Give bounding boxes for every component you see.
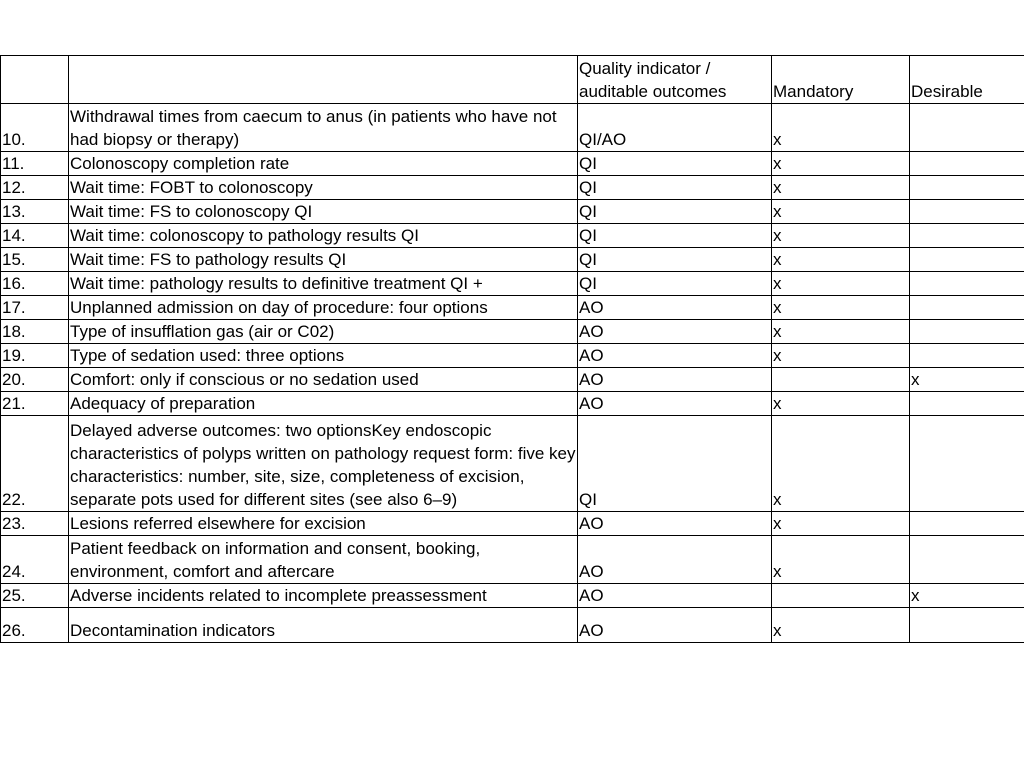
table-row <box>1 584 1024 608</box>
table-row <box>1 392 1024 416</box>
row-description: Wait time: pathology results to definitive treatment QI + <box>69 272 578 296</box>
row-desirable <box>910 392 1024 416</box>
row-description: Wait time: FS to pathology results QI <box>69 248 578 272</box>
row-desirable <box>910 320 1024 344</box>
row-desirable <box>910 200 1024 224</box>
row-description: Type of insufflation gas (air or C02) <box>69 320 578 344</box>
row-description: Decontamination indicators <box>69 608 578 643</box>
table-row <box>1 320 1024 344</box>
row-desirable <box>910 416 1024 512</box>
row-type: QI <box>578 176 772 200</box>
row-type: AO <box>578 536 772 584</box>
row-description: Adverse incidents related to incomplete preassessment <box>69 584 578 608</box>
row-desirable: x <box>910 584 1024 608</box>
header-type-line2: auditable outcomes <box>579 82 727 101</box>
row-description: Comfort: only if conscious or no sedation used <box>69 368 578 392</box>
row-description: Type of sedation used: three options <box>69 344 578 368</box>
row-type: AO <box>578 608 772 643</box>
row-desirable: x <box>910 368 1024 392</box>
row-type: AO <box>578 320 772 344</box>
row-type: AO <box>578 512 772 536</box>
row-number: 25. <box>1 584 69 608</box>
row-number: 19. <box>1 344 69 368</box>
row-number: 20. <box>1 368 69 392</box>
row-desirable <box>910 536 1024 584</box>
row-number: 16. <box>1 272 69 296</box>
row-type: QI <box>578 248 772 272</box>
table-row <box>1 176 1024 200</box>
row-number: 15. <box>1 248 69 272</box>
table-row <box>1 416 1024 512</box>
row-number: 23. <box>1 512 69 536</box>
row-mandatory: x <box>772 272 910 296</box>
table-row <box>1 104 1024 152</box>
row-mandatory: x <box>772 320 910 344</box>
row-type: QI <box>578 416 772 512</box>
row-mandatory: x <box>772 416 910 512</box>
row-description: Wait time: FOBT to colonoscopy <box>69 176 578 200</box>
row-number: 14. <box>1 224 69 248</box>
table-row <box>1 224 1024 248</box>
header-type-line1: Quality indicator / <box>579 59 711 78</box>
table-row <box>1 152 1024 176</box>
row-type: QI <box>578 152 772 176</box>
row-mandatory: x <box>772 152 910 176</box>
row-mandatory <box>772 584 910 608</box>
row-mandatory: x <box>772 176 910 200</box>
row-desirable <box>910 608 1024 643</box>
row-type: AO <box>578 368 772 392</box>
row-number: 22. <box>1 416 69 512</box>
row-type: QI <box>578 224 772 248</box>
row-number: 18. <box>1 320 69 344</box>
row-mandatory: x <box>772 296 910 320</box>
row-type: QI/AO <box>578 104 772 152</box>
table-header-row <box>1 56 1024 104</box>
quality-indicator-table <box>0 55 1024 643</box>
row-mandatory: x <box>772 104 910 152</box>
row-number: 26. <box>1 608 69 643</box>
row-desirable <box>910 176 1024 200</box>
table-row <box>1 512 1024 536</box>
row-mandatory: x <box>772 248 910 272</box>
row-number: 24. <box>1 536 69 584</box>
row-description: Wait time: colonoscopy to pathology results QI <box>69 224 578 248</box>
table-row <box>1 344 1024 368</box>
table-row <box>1 536 1024 584</box>
header-type <box>578 56 772 104</box>
row-mandatory: x <box>772 512 910 536</box>
header-number <box>1 56 69 104</box>
row-mandatory <box>772 368 910 392</box>
row-description: Adequacy of preparation <box>69 392 578 416</box>
table-row <box>1 248 1024 272</box>
row-type: AO <box>578 296 772 320</box>
row-number: 13. <box>1 200 69 224</box>
row-desirable <box>910 296 1024 320</box>
header-desirable: Desirable <box>910 56 1024 104</box>
row-mandatory: x <box>772 536 910 584</box>
row-number: 10. <box>1 104 69 152</box>
row-desirable <box>910 104 1024 152</box>
table-row <box>1 272 1024 296</box>
row-desirable <box>910 224 1024 248</box>
row-type: AO <box>578 392 772 416</box>
row-mandatory: x <box>772 608 910 643</box>
row-description: Withdrawal times from caecum to anus (in patients who have not had biopsy or therapy) <box>69 104 578 152</box>
table-row <box>1 200 1024 224</box>
row-description: Delayed adverse outcomes: two optionsKey endoscopic characteristics of polyps written on pathology request form: five key characteristics: number, site, size, completeness of excision, separate pots used for different sites (see also 6–9) <box>69 416 578 512</box>
row-desirable <box>910 152 1024 176</box>
row-number: 12. <box>1 176 69 200</box>
row-number: 11. <box>1 152 69 176</box>
row-mandatory: x <box>772 392 910 416</box>
row-number: 17. <box>1 296 69 320</box>
row-description: Colonoscopy completion rate <box>69 152 578 176</box>
row-mandatory: x <box>772 344 910 368</box>
row-description: Lesions referred elsewhere for excision <box>69 512 578 536</box>
row-desirable <box>910 344 1024 368</box>
table-row <box>1 368 1024 392</box>
row-mandatory: x <box>772 224 910 248</box>
row-description: Patient feedback on information and consent, booking, environment, comfort and aftercare <box>69 536 578 584</box>
row-mandatory: x <box>772 200 910 224</box>
row-desirable <box>910 512 1024 536</box>
row-number: 21. <box>1 392 69 416</box>
row-type: AO <box>578 344 772 368</box>
row-description: Unplanned admission on day of procedure: four options <box>69 296 578 320</box>
row-type: QI <box>578 272 772 296</box>
row-type: AO <box>578 584 772 608</box>
row-desirable <box>910 272 1024 296</box>
row-type: QI <box>578 200 772 224</box>
row-desirable <box>910 248 1024 272</box>
header-description <box>69 56 578 104</box>
row-description: Wait time: FS to colonoscopy QI <box>69 200 578 224</box>
table-row <box>1 608 1024 643</box>
header-mandatory: Mandatory <box>772 56 910 104</box>
table-row <box>1 296 1024 320</box>
